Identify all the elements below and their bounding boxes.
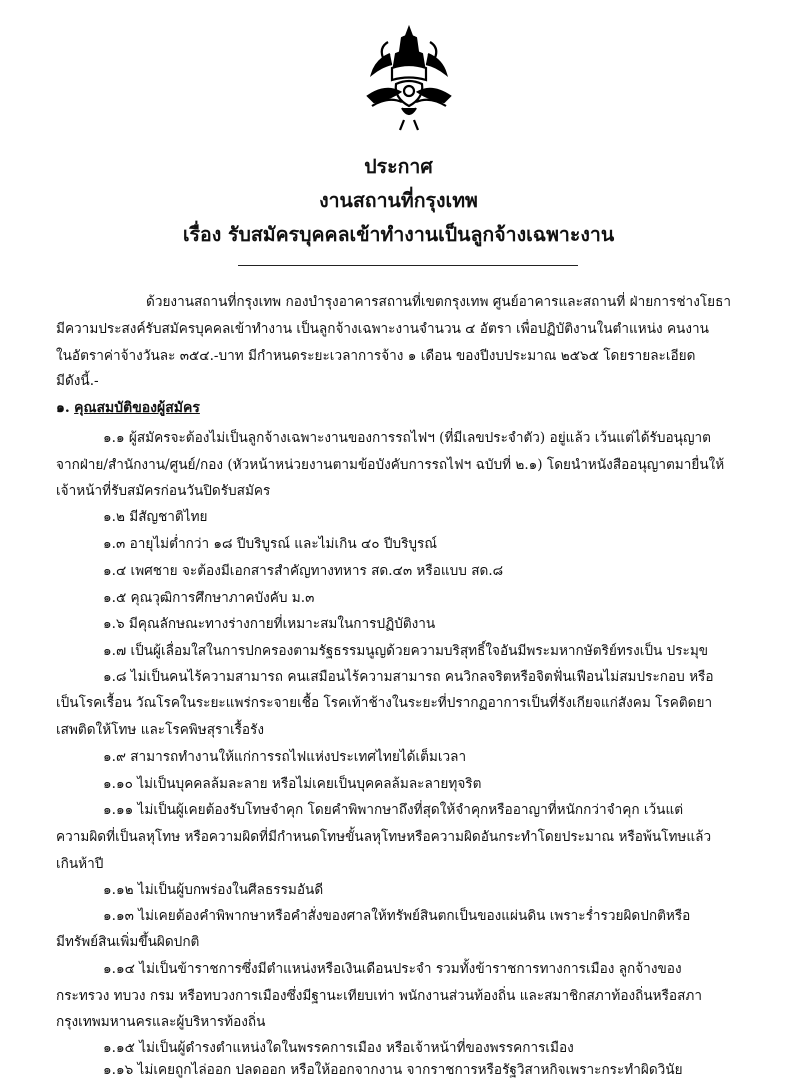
announcement-heading: ประกาศ: [364, 155, 433, 178]
qualification-item: มีทรัพย์สินเพิ่มขึ้นผิดปกติ: [56, 934, 200, 950]
qualification-item: เสพติดให้โทษ และโรคพิษสุราเรื้อรัง: [56, 722, 264, 738]
qualification-item: ๑.๑๑ ไม่เป็นผู้เคยต้องรับโทษจำคุก โดยคำพิพากษาถึงที่สุดให้จำคุกหรืออาญาที่หนักกว่าจำคุก เว้นแต่: [103, 802, 684, 818]
intro-line: ด้วยงานสถานที่กรุงเทพ กองบำรุงอาคารสถานที่เขตกรุงเทพ ศูนย์อาคารและสถานที่ ฝ่ายการช่างโยธา: [146, 294, 732, 310]
section-title: คุณสมบัติของผู้สมัคร: [74, 400, 200, 416]
qualification-item: เจ้าหน้าที่รับสมัครก่อนวันปิดรับสมัคร: [56, 483, 271, 499]
qualification-item: ๑.๑๕ ไม่เป็นผู้ดำรงตำแหน่งใดในพรรคการเมือง หรือเจ้าหน้าที่ของพรรคการเมือง: [103, 1040, 574, 1056]
qualification-item: ๑.๔ เพศชาย จะต้องมีเอกสารสำคัญทางทหาร สด.๔๓ หรือแบบ สด.๘: [103, 563, 504, 579]
qualification-item: เกินห้าปี: [56, 856, 104, 872]
qualification-item: ความผิดที่เป็นลหุโทษ หรือความผิดที่มีกำหนดโทษขั้นลหุโทษหรือความผิดอันกระทำโดยประมาณ หรือพ้นโทษแล้ว: [56, 829, 712, 845]
qualification-item: จากฝ่าย/สำนักงาน/ศูนย์/กอง (หัวหน้าหน่วยงานตามข้อบังคับการรถไฟฯ ฉบับที่ ๒.๑) โดยนำหนังสืออนุญาตมายื่นให้: [56, 457, 725, 473]
royal-garuda-emblem-icon: [366, 24, 452, 134]
intro-line: มีความประสงค์รับสมัครบุคคลเข้าทำงาน เป็นลูกจ้างเฉพาะงานจำนวน ๔ อัตรา เพื่อปฏิบัติงานในตำแหน่ง คนงาน: [56, 321, 709, 337]
qualification-item: ๑.๑๖ ไม่เคยถูกไล่ออก ปลดออก หรือให้ออกจากงาน จากราชการหรือรัฐวิสาหกิจเพราะกระทำผิดวินัย: [103, 1062, 683, 1078]
qualification-item: เป็นโรคเรื้อน วัณโรคในระยะแพร่กระจายเชื้อ โรคเท้าช้างในระยะที่ปรากฏอาการเป็นที่รังเกียจแก่สังคม โรคติดยา: [56, 695, 713, 711]
qualification-item: ๑.๖ มีคุณลักษณะทางร่างกายที่เหมาะสมในการปฏิบัติงาน: [103, 616, 436, 632]
qualification-item: ๑.๑๒ ไม่เป็นผู้บกพร่องในศีลธรรมอันดี: [103, 882, 324, 898]
qualification-item: ๑.๑๐ ไม่เป็นบุคคลล้มละลาย หรือไม่เคยเป็นบุคคลล้มละลายทุจริต: [103, 776, 482, 792]
qualification-item: กรุงเทพมหานครและผู้บริหารท้องถิ่น: [56, 1014, 266, 1030]
issuing-office: งานสถานที่กรุงเทพ: [319, 189, 478, 212]
qualification-item: ๑.๑๓ ไม่เคยต้องคำพิพากษาหรือคำสั่งของศาลให้ทรัพย์สินตกเป็นของแผ่นดิน เพราะร่ำรวยผิดปกติหรือ: [103, 908, 691, 924]
qualification-item: ๑.๑๔ ไม่เป็นข้าราชการซึ่งมีตำแหน่งหรือเงินเดือนประจำ รวมทั้งข้าราชการทางการเมือง ลูกจ้างของ: [103, 961, 682, 977]
qualification-item: ๑.๒ มีสัญชาติไทย: [103, 509, 208, 525]
section-number: ๑.: [56, 400, 70, 416]
qualification-item: กระทรวง ทบวง กรม หรือทบวงการเมืองซึ่งมีฐานะเทียบเท่า พนักงานส่วนท้องถิ่น และสมาชิกสภาท้องถิ่นหรือสภา: [56, 988, 702, 1004]
qualification-item: ๑.๑ ผู้สมัครจะต้องไม่เป็นลูกจ้างเฉพาะงานของการรถไฟฯ (ที่มีเลขประจำตัว) อยู่แล้ว เว้นแต่ได้รับอนุญาต: [103, 430, 711, 446]
qualification-item: ๑.๕ คุณวุฒิการศึกษาภาคบังคับ ม.๓: [103, 590, 315, 606]
intro-line: มีดังนี้.-: [56, 373, 99, 389]
qualification-item: ๑.๙ สามารถทำงานให้แก่การรถไฟแห่งประเทศไทยได้เต็มเวลา: [103, 749, 467, 765]
header-divider: [238, 265, 578, 266]
qualification-item: ๑.๗ เป็นผู้เลื่อมใสในการปกครองตามรัฐธรรมนูญด้วยความบริสุทธิ์ใจอันมีพระมหากษัตริย์ทรงเป็น ประมุข: [103, 643, 709, 659]
announcement-subject: เรื่อง รับสมัครบุคคลเข้าทำงานเป็นลูกจ้างเฉพาะงาน: [182, 223, 615, 246]
qualification-item: ๑.๘ ไม่เป็นคนไร้ความสามารถ คนเสมือนไร้ความสามารถ คนวิกลจริตหรือจิตฟั่นเฟือนไม่สมประกอบ หรือ: [103, 669, 714, 685]
intro-line: ในอัตราค่าจ้างวันละ ๓๕๔.-บาท มีกำหนดระยะเวลาการจ้าง ๑ เดือน ของปีงบประมาณ ๒๕๖๕ โดยรายละเอียด: [56, 348, 696, 364]
qualification-item: ๑.๓ อายุไม่ต่ำกว่า ๑๘ ปีบริบูรณ์ และไม่เกิน ๔๐ ปีบริบูรณ์: [103, 536, 437, 552]
section-heading: [56, 398, 200, 418]
